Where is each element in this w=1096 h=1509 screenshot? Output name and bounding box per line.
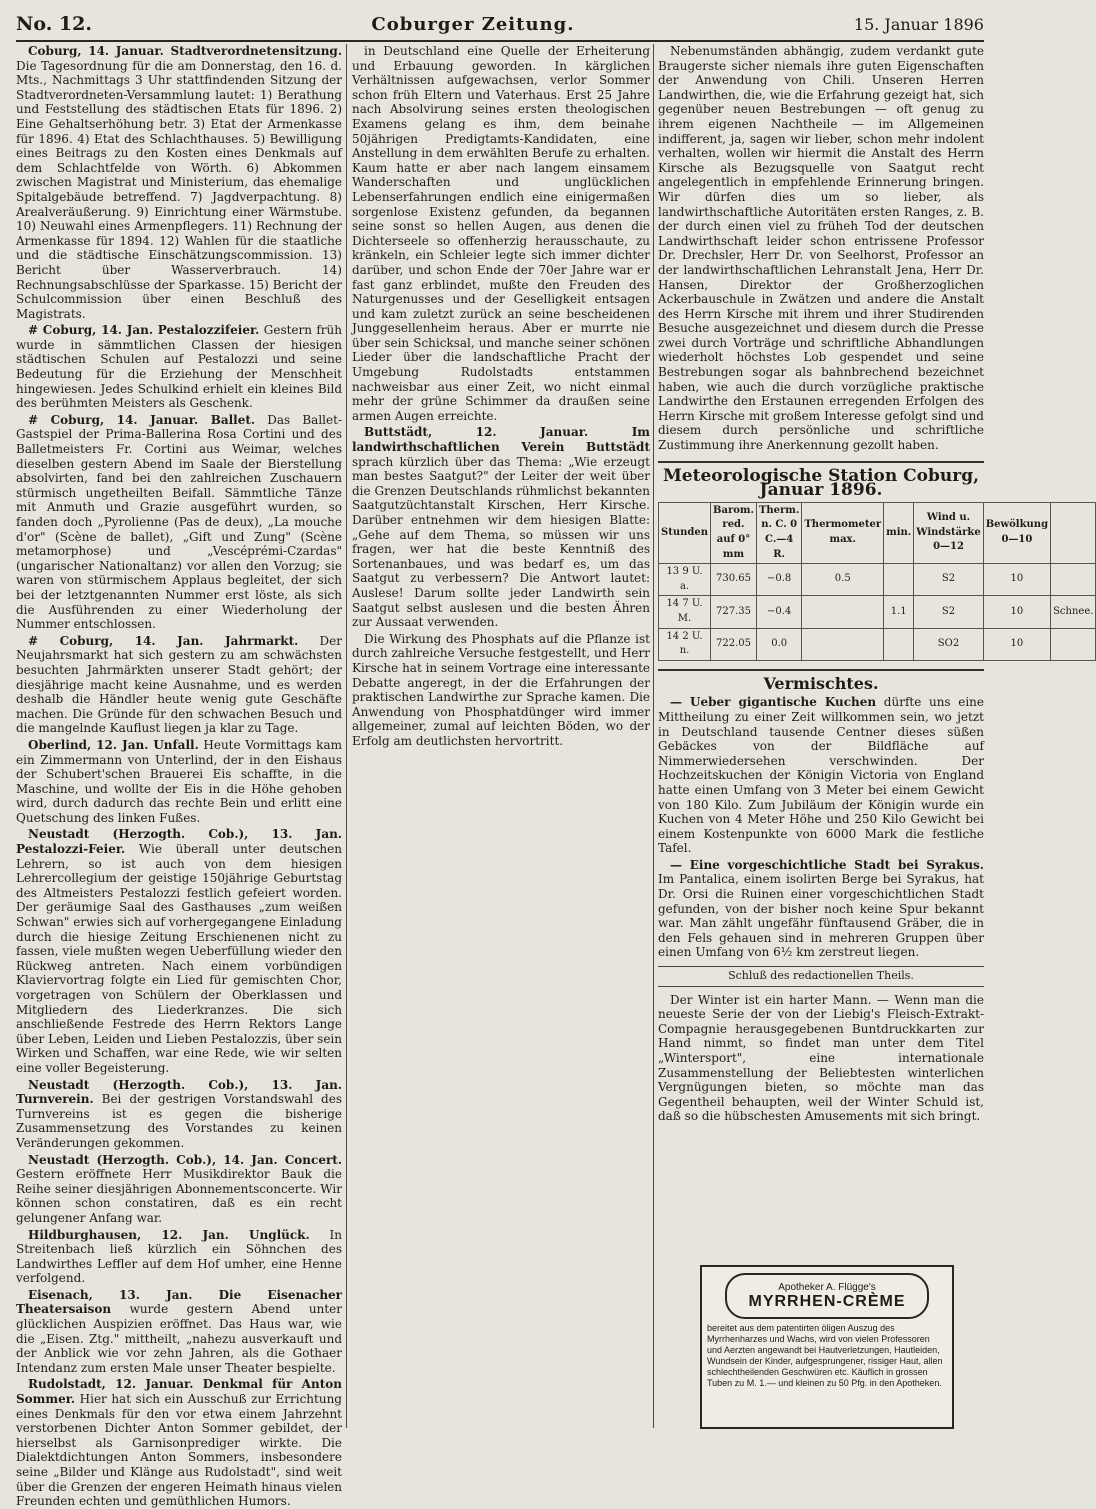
weather-cell: 722.05 <box>711 628 757 660</box>
article <box>16 738 342 826</box>
masthead <box>16 8 984 42</box>
article-heading: Oberlind, 12. Jan. Unfall. <box>28 737 199 752</box>
article <box>352 632 650 749</box>
weather-header <box>1051 502 1096 563</box>
weather-cell <box>884 564 914 596</box>
weather-cell <box>884 628 914 660</box>
article <box>658 993 984 1124</box>
weather-cell: 14 2 U. n. <box>659 628 711 660</box>
article <box>352 425 650 629</box>
issue-date: 15. Januar 1896 <box>853 14 984 34</box>
article-heading: Rudolstadt, 12. Januar. Denkmal für Anton Sommer. <box>16 1377 342 1407</box>
article-heading: Eisenach, 13. Jan. Die Eisenacher Theatersaison <box>16 1287 342 1317</box>
article <box>16 44 342 321</box>
weather-header: Wind u. Windstärke 0—12 <box>914 502 983 563</box>
article-body: sprach kürzlich über das Thema: „Wie erzeugt man bestes Saatgut?" der Leiter der weit über die Grenzen Deutschlands rühmlichst bekannten Saatgutzüchtanstalt Kirschen, Herr Kirsche. Darüber entnehmen wir dem hiesigen Blatte: „Gehe auf dem Thema, so müssen wir uns fragen, wer hat die beste Kenntniß des Sortenanbaues, und was bedarf es, um das Saatgut zu verbessern? Die Antwort lautet: Auslese! Darum sollte jeder Landwirth sein Saatgut selbst auslesen und die besten Ähren zur Aussaat verwenden. <box>352 454 650 630</box>
article <box>16 1228 342 1286</box>
section-title: Vermischtes. <box>658 669 984 692</box>
weather-cell: 10 <box>983 628 1050 660</box>
weather-cell <box>1051 564 1096 596</box>
table-row <box>659 628 1096 660</box>
column-rule <box>653 44 654 1428</box>
weather-cell: 1.1 <box>884 596 914 628</box>
article <box>658 858 984 960</box>
article-body: Nebenumständen abhängig, zudem verdankt gute Braugerste sicher niemals ihre guten Eigenschaften der Anwendung von Chili. Unseren Herren Landwirthen, die, wie die Erfahrung gezeigt hat, sich gegenüber neuen Bestrebungen — oft genug zu ihrem eigenen Nachtheile — im Allgemeinen indifferent, ja, sagen wir lieber, schon mehr indolent verhalten, wollen wir hiermit die Anstalt des Herrn Kirsche als Bezugsquelle von Saatgut recht angelegentlich in empfehlende Erinnerung bringen. Wir dürfen dies um so lieber, als landwirthschaftliche Autoritäten ersten Ranges, z. B. der durch einen viel zu früheh Tod der deutschen Landwirthschaft leider schon entrissene Professor Dr. Drechsler, Herr Dr. von Seelhorst, Professor an der landwirthschaftlichen Lehranstalt Jena, Herr Dr. Hansen, Direktor der Großherzoglichen Ackerbauschule in Zwätzen und andere die Anstalt des Herrn Kirsche mit ihrem und ihrer Studirenden Besuche ausgezeichnet und diesem durch die Presse zwei durch Vorträge und schriftliche Abhandlungen wiederholt höchstes Lob gespendet und seine Bestrebungen sogar als bahnbrechend bezeichnet haben, wie auch die durch vorzügliche praktische Landwirthe den Erstaunen erregenden Erfolgen des Herrn Kirsche mit großem Interesse gefolgt sind und diesem durch persönliche und schriftliche Zustimmung ihre Anerkennung gezollt haben. <box>658 44 984 453</box>
weather-table <box>658 502 1096 661</box>
weather-header: Bewölkung 0—10 <box>983 502 1050 563</box>
article-body: Gestern eröffnete Herr Musikdirektor Bauk die Reihe seiner diesjährigen Abonnementsconcerte. Wir können schon constatiren, daß es ein recht gelungener Anfang war. <box>16 1167 342 1225</box>
weather-cell: S2 <box>914 596 983 628</box>
article-heading: Buttstädt, 12. Januar. Im landwirthschaftlichen Verein Buttstädt <box>352 425 650 455</box>
article-body: in Deutschland eine Quelle der Erheiterung und Erbauung geworden. In kärglichen Verhältnissen aufgewachsen, verlor Sommer schon früh Eltern und Vaterhaus. Erst 25 Jahre nach Absolvirung seines ersten theologischen Examens gelang es ihm, dem beinahe 50jährigen Predigtamts-Kandidaten, eine Anstellung in dem erwählten Berufe zu erhalten. Kaum hatte er aber nach langem einsamem Wanderschaften und unglücklichen Lebenserfahrungen endlich eine einigermaßen sorgenlose Existenz gefunden, da begannen seine sonst so hellen Augen, aus denen die Dichterseele so offenherzig herausschaute, zu kränkeln, ein Schleier legte sich immer dichter darüber, und schon Ende der 70er Jahre war er fast ganz erblindet, mußte den Freuden des Naturgenusses und der Geselligkeit entsagen und kam zuletzt zurück an seine bescheidenen Junggesellenheim heraus. Aber er murrte nie über sein Schicksal, und manche seiner schönen Lieder über die landschaftliche Pracht der Umgebung Rudolstadts entstammen nachweisbar aus einer Zeit, wo nicht einmal mehr der grüne Schimmer da draußen seine armen Augen erreichte. <box>352 44 650 423</box>
article-body: Das Ballet-Gastspiel der Prima-Ballerina Rosa Cortini und des Balletmeisters Fr. Cortini aus Weimar, welches dieselben gestern Abend im Saale der Bierstellung absolvirten, fand bei den zahlreichen Zuschauern stürmisch ungetheilten Beifall. Sämmtliche Tänze mit Anmuth und Grazie ausgeführt wurden, so fanden doch „Pyrolienne (Pas de deux), „La mouche d'or" (Scène de ballet), „Gift und Zung" (Scène metamorphose) und „Vescéprémi-Czardas" (ungarischer Nationaltanz) vor allen den Vorzug; sie waren von stürmischem Applaus begleitet, der sich bei der letztgenannten Nummer erst löste, als sich die Ausführenden zu einer Wiederholung der Nummer entschlossen. <box>16 412 342 632</box>
article <box>658 44 984 453</box>
article <box>16 1288 342 1376</box>
article-heading: # Coburg, 14. Jan. Jahrmarkt. <box>28 633 299 648</box>
weather-cell: Schnee. <box>1051 596 1096 628</box>
weather-header: Stunden <box>659 502 711 563</box>
article-body: Im Pantalica, einem isolirten Berge bei Syrakus, hat Dr. Orsi die Ruinen einer vorgeschichtlichen Stadt gefunden, von der bisher noch keine Spur bekannt war. Man zählt ungefähr fünftausend Gräber, die in den Fels gehauen sind in mehreren Gruppen über einen Umfang von 6½ km zerstreut liegen. <box>658 872 984 960</box>
weather-title: Meteorologische Station Coburg, Januar 1896. <box>658 461 984 498</box>
issue-number: No. 12. <box>16 13 92 35</box>
weather-cell <box>1051 628 1096 660</box>
article-heading: Neustadt (Herzogth. Cob.), 13. Jan. Pestalozzi-Feier. <box>16 827 342 857</box>
weather-cell: SO2 <box>914 628 983 660</box>
column-rule <box>346 44 347 1428</box>
article <box>16 323 342 411</box>
article-body: Der Neujahrsmarkt hat sich gestern zu am schwächsten besuchten Jahrmärkten unserer Stadt gehört; der diesjährige macht keine Ausnahme, und es werden deshalb die Händler heute wenig gute Geschäfte machen. Die Gründe für den schwachen Besuch und die mangelnde Kauflust liegen ja klar zu Tage. <box>16 633 342 736</box>
article-body: In Streitenbach ließ kürzlich ein Söhnchen des Landwirthes Leffler auf dem Hof umher, eine Henne verfolgend. <box>16 1227 342 1286</box>
advertisement <box>700 1265 954 1429</box>
weather-cell: 10 <box>983 564 1050 596</box>
ad-product: MYRRHEN-CRÈME <box>748 1292 906 1310</box>
weather-cell: 727.35 <box>711 596 757 628</box>
table-row <box>659 564 1096 596</box>
weather-cell <box>802 628 884 660</box>
newspaper-title: Coburger Zeitung. <box>371 13 575 35</box>
weather-cell: 14 7 U. M. <box>659 596 711 628</box>
article-heading: # Coburg, 14. Jan. Pestalozzifeier. <box>28 323 260 338</box>
editorial-end-note: Schluß des redactionellen Theils. <box>658 966 984 987</box>
weather-cell: 10 <box>983 596 1050 628</box>
article-body: Die Tagesordnung für die am Donnerstag, den 16. d. Mts., Nachmittags 3 Uhr stattfindenden Sitzung der Stadtverordneten-Versammlung lautet: 1) Berathung und Feststellung des städtischen Etats für 1896. 2) Eine Gehaltserhöhung betr. 3) Etat der Armenkasse für 1896. 4) Etat des Schlachthauses. 5) Bewilligung eines Beitrags zu den Kosten eines Denkmals auf dem Schlachtfelde von Wörth. 6) Abkommen zwischen Magistrat und Ministerium, das ehemalige Spitalgebäude betreffend. 7) Jagdverpachtung. 8) Arealveräußerung. 9) Einrichtung einer Wärmstube. 10) Neuwahl eines Armenpflegers. 11) Rechnung der Armenkasse für 1894. 12) Wahlen für die staatliche und die städtische Einschätzungscommission. 13) Bericht über Wasserverbrauch. 14) Rechnungsabschlüsse der Sparkasse. 15) Bericht der Schulcommission über einen Beschluß des Magistrats. <box>16 58 342 321</box>
article-heading: Neustadt (Herzogth. Cob.), 13. Jan. Turnverein. <box>16 1077 342 1107</box>
article-body: Die Wirkung des Phosphats auf die Pflanze ist durch zahlreiche Versuche festgestellt, und Herr Kirsche hat in seinem Vortrage eine interessante Debatte angeregt, in der die Erfahrungen der praktischen Landwirthe zur Sprache kamen. Die Anwendung von Phosphatdünger wird immer allgemeiner, zumal auf leichten Böden, wo der Erfolg am deutlichsten hervortritt. <box>352 631 650 748</box>
article-body: Gestern früh wurde in sämmtlichen Classen der hiesigen städtischen Schulen auf Pestalozzi und seine Bedeutung für die Erziehung der Menschheit hingewiesen. Jedes Schulkind erhielt ein kleines Bild des berühmten Meisters als Geschenk. <box>16 323 342 411</box>
weather-cell: S2 <box>914 564 983 596</box>
article <box>16 1153 342 1226</box>
ad-body: bereitet aus dem patentirten öligen Auszug des Myrrhenharzes und Wachs, wird von vielen Professoren und Aerzten angewandt bei Hautverletzungen, Hautleiden, Wundsein der Kinder, aufgesprungener, rissiger Haut, allen schlechtheilenden Geschwüren etc. Käuflich in grossen Tuben zu M. 1.— und kleinen zu 50 Pfg. in den Apotheken. <box>707 1323 943 1388</box>
table-row <box>659 596 1096 628</box>
article <box>16 634 342 736</box>
weather-header: Barom. red. auf 0° mm <box>711 502 757 563</box>
weather-header: min. <box>884 502 914 563</box>
weather-cell: 13 9 U. a. <box>659 564 711 596</box>
weather-cell: 0.5 <box>802 564 884 596</box>
article-heading: — Eine vorgeschichtliche Stadt bei Syrakus. <box>670 857 984 872</box>
weather-header-row <box>659 502 1096 563</box>
article-body: Heute Vormittags kam ein Zimmermann von Unterlind, der in den Eishaus der Schubert'schen Brauerei Eis schaffte, in die Maschine, und wollte der Eis in die Höhe gehoben wird, durch dadurch das rechte Bein und erlitt eine Quetschung des linken Fußes. <box>16 737 342 825</box>
article-heading: — Ueber gigantische Kuchen <box>670 695 877 710</box>
article-heading: Neustadt (Herzogth. Cob.), 14. Jan. Concert. <box>28 1152 342 1167</box>
article-heading: Hildburghausen, 12. Jan. Unglück. <box>28 1227 310 1242</box>
cream-tube-icon <box>725 1273 929 1319</box>
weather-cell: −0.4 <box>756 596 801 628</box>
weather-cell: −0.8 <box>756 564 801 596</box>
article-body: Wie überall unter deutschen Lehrern, so ist auch von dem hiesigen Lehrercollegium der geistige 150jährige Geburtstag des Altmeisters Pestalozzi festlich gefeiert worden. Der geräumige Saal des Gasthauses „zum weißen Schwan" erwies sich auf vorhergegangene Einladung durch die hiesige Zeitung Erschienenen nicht zu fassen, viele mußten wegen Ueberfüllung wieder den Rückweg antreten. Nach einem vorbündigen Klaviervortrag folgte ein Lied für gemischten Chor, vorgetragen von Schülern der Oberklassen und Mitgliedern des Liederkranzes. Die sich anschließende Festrede des Herrn Rektors Lange über Leben, Leiden und Lieben Pestalozzis, über sein Wirken und Schaffen, war eine Rede, wie wir selten eine voller Begeisterung. <box>16 842 342 1075</box>
article-body: dürfte uns eine Mittheilung zu einer Zeit willkommen sein, wo jetzt in Deutschland tausende Centner dieses süßen Gebäckes von der Bildfläche auf Nimmerwiedersehen verschwinden. Der Hochzeitskuchen der Königin Victoria von England hatte einen Umfang von 3 Meter bei einem Gewicht von 180 Kilo. Zum Jubiläum der Königin wurde ein Kuchen von 4 Meter Höhe und 250 Kilo Gewicht bei einem Kostenpunkte von 6000 Mark die festliche Tafel. <box>658 695 984 856</box>
article-body: Der Winter ist ein harter Mann. — Wenn man die neueste Serie der von der Liebig's Fleisch-Extrakt-Compagnie herausgegebenen Buntdruckkarten zur Hand nimmt, so findet man unter dem Titel „Wintersport", eine internationale Zusammenstellung der Beliebtesten winterlichen Vergnügungen bieten, so möchte man das Gegentheil behaupten, weil der Winter Schuld ist, daß so die hübschesten Amusements mit sich bringt. <box>658 992 984 1124</box>
article <box>16 413 342 632</box>
article-body: Bei der gestrigen Vorstandswahl des Turnvereins ist es gegen die bisherige Zusammensetzung des Vorstandes zu keinen Veränderungen gekommen. <box>16 1092 342 1150</box>
column-3 <box>658 44 1094 1428</box>
weather-header: Thermometer max. <box>802 502 884 563</box>
article-heading: Coburg, 14. Januar. Stadtverordnetensitzung. <box>28 44 342 58</box>
column-1 <box>16 44 342 1509</box>
weather-cell <box>802 596 884 628</box>
article <box>16 1078 342 1151</box>
weather-header: Therm. n. C. 0 C.—4 R. <box>756 502 801 563</box>
article-heading: # Coburg, 14. Januar. Ballet. <box>28 412 256 427</box>
ad-maker: Apotheker A. Flügge's <box>778 1281 876 1293</box>
article <box>658 695 984 856</box>
weather-cell: 730.65 <box>711 564 757 596</box>
article <box>16 827 342 1075</box>
column-2 <box>352 44 650 1428</box>
article-body: wurde gestern Abend unter glücklichen Auspizien eröffnet. Das Haus war, wie die „Eisen. Ztg." mittheilt, „nahezu ausverkauft und der Anblick wie vor zehn Jahren, als die Gothaer Intendanz zum ersten Male unser Theater bespielte. <box>16 1302 342 1375</box>
article <box>352 44 650 423</box>
weather-cell: 0.0 <box>756 628 801 660</box>
article-body: Hier hat sich ein Ausschuß zur Errichtung eines Denkmals für den vor etwa einem Jahrzehnt verstorbenen Dichter Anton Sommer gebildet, der hierselbst als Garnisonprediger wirkte. Die Dialektdichtungen Anton Sommers, insbesondere seine „Bilder und Klänge aus Rudolstadt", sind weit über die Grenzen der engeren Heimath hinaus vielen Freunden echten und gemüthlichen Humors. <box>16 1392 342 1509</box>
article <box>16 1377 342 1508</box>
